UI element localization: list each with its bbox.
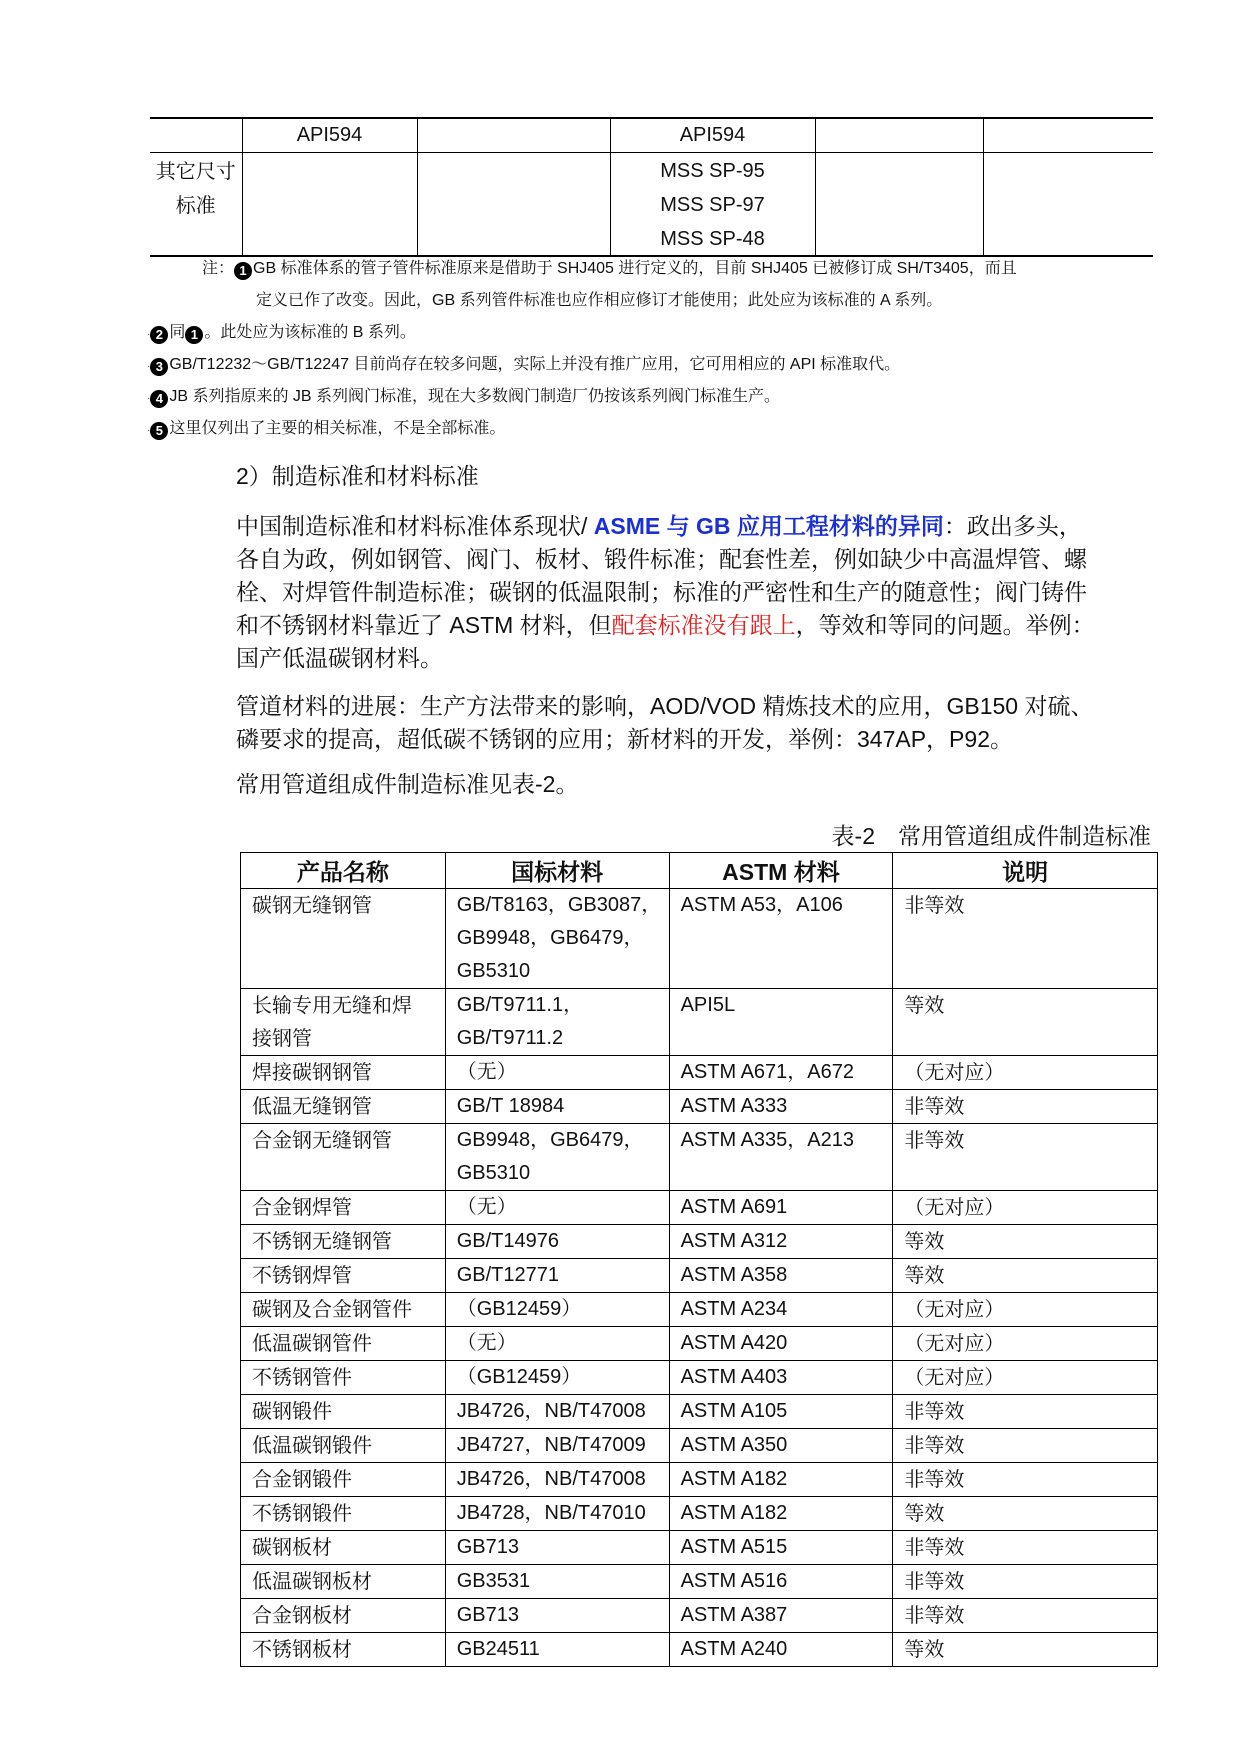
table-row (241, 1124, 1158, 1191)
table-row (150, 118, 1153, 153)
cell-line: GB5310 (456, 960, 531, 982)
cell-line: JB4726，NB/T47008 (456, 1468, 646, 1490)
cell-line: 不锈钢管件 (252, 1365, 352, 1389)
table-cell (445, 1090, 669, 1124)
cell-line: （无） (456, 1061, 517, 1083)
cell-line: ASTM A350 (680, 1434, 788, 1456)
cell-line: （无） (456, 1332, 517, 1354)
table-cell (445, 1599, 669, 1633)
table-cell (893, 1225, 1158, 1259)
table-cell (241, 1361, 446, 1395)
cell-line: 合金钢板材 (252, 1603, 352, 1627)
cell-line: ASTM A240 (680, 1638, 788, 1660)
table-cell (241, 1259, 446, 1293)
row-label-line: 标准 (175, 193, 216, 217)
cell-line: GB9948，GB6479， (456, 1129, 644, 1151)
table-caption: 表-2 常用管道组成件制造标准 (831, 823, 1151, 849)
table-cell (445, 1395, 669, 1429)
cell-line: 非等效 (904, 1128, 965, 1152)
table-row (241, 1565, 1158, 1599)
table-row (241, 1497, 1158, 1531)
table-cell (669, 1395, 893, 1429)
table-cell (669, 1633, 893, 1667)
table-cell (669, 1191, 893, 1225)
table-cell (893, 1293, 1158, 1327)
table-cell (893, 1361, 1158, 1395)
cell-line: 合金钢无缝钢管 (252, 1128, 392, 1152)
table-cell (815, 118, 983, 153)
cell-line: API5L (680, 994, 736, 1016)
paragraph-line (236, 609, 1095, 642)
cell-line: GB/T12771 (456, 1264, 560, 1286)
note-1 (202, 259, 1017, 280)
table-cell (669, 1090, 893, 1124)
table-cell (610, 153, 815, 257)
row-label-cell (150, 153, 242, 257)
table-cell (669, 889, 893, 989)
cell-line: （无对应） (904, 1331, 1005, 1355)
paragraph-line: 各自为政，例如钢管、阀门、板材、锻件标准；配套性差，例如缺少中高温焊管、螺 (236, 546, 1087, 572)
cell-line: ASTM A671，A672 (680, 1061, 855, 1083)
note-3 (147, 355, 900, 377)
cell-line: GB24511 (456, 1638, 540, 1660)
cell-line: 非等效 (904, 1603, 965, 1627)
table-cell (241, 1531, 446, 1565)
cell-line: 等效 (904, 993, 945, 1017)
table-cell (893, 1259, 1158, 1293)
cell-line: 低温碳钢锻件 (252, 1433, 372, 1457)
cell-line: 不锈钢焊管 (252, 1263, 352, 1287)
cell-line: GB9948，GB6479， (456, 927, 644, 949)
table-row (241, 1599, 1158, 1633)
cell-line: 不锈钢无缝钢管 (252, 1229, 392, 1253)
paragraph-text: ：政出多头， (943, 513, 1082, 539)
cell-line: ASTM A335，A213 (680, 1129, 855, 1151)
cell-line: 不锈钢板材 (252, 1637, 352, 1661)
table-cell: API594 (242, 118, 417, 153)
table-cell (669, 1361, 893, 1395)
table-cell (893, 1191, 1158, 1225)
table-row (241, 1327, 1158, 1361)
cell-line: 非等效 (904, 1433, 965, 1457)
cell-line: GB/T 18984 (456, 1095, 565, 1117)
cell-line: 低温碳钢管件 (252, 1331, 372, 1355)
note-number-badge: 1 (234, 262, 252, 280)
table-row (241, 1191, 1158, 1225)
table-cell (669, 1565, 893, 1599)
table-cell (669, 1327, 893, 1361)
section-heading: 2）制造标准和材料标准 (236, 463, 479, 489)
table-cell (983, 153, 1153, 257)
table-cell (241, 1429, 446, 1463)
row-label-line: 其它尺寸 (155, 159, 236, 183)
paragraph-line: 国产低温碳钢材料。 (236, 645, 443, 671)
cell-line: 非等效 (904, 1569, 965, 1593)
cell-line: （无对应） (904, 1365, 1005, 1389)
paragraph-line: 栓、对焊管件制造标准；碳钢的低温限制；标准的严密性和生产的随意性；阀门铸件 (236, 579, 1087, 605)
paragraph-line: 磷要求的提高，超低碳不锈钢的应用；新材料的开发，举例：347AP，P92。 (236, 726, 1013, 752)
column-header: 国标材料 (445, 853, 669, 889)
table-cell (669, 1293, 893, 1327)
table-cell (893, 1565, 1158, 1599)
table-cell (893, 1497, 1158, 1531)
cell-line: 等效 (904, 1501, 945, 1525)
table-cell (445, 1633, 669, 1667)
table-cell (669, 1463, 893, 1497)
cell-line: 等效 (904, 1229, 945, 1253)
table-row (241, 1633, 1158, 1667)
cell-line: JB4727，NB/T47009 (456, 1434, 646, 1456)
cell-line: GB/T9711.1， (456, 994, 584, 1016)
table-cell (241, 1565, 446, 1599)
paragraph-line: 管道材料的进展：生产方法带来的影响，AOD/VOD 精炼技术的应用，GB150 对硫、 (236, 693, 1094, 719)
table-cell (241, 1191, 446, 1225)
table-cell (893, 1599, 1158, 1633)
table-cell (241, 889, 446, 989)
table-cell (893, 889, 1158, 989)
cell-line: 等效 (904, 1637, 945, 1661)
paragraph-line (236, 510, 1095, 543)
cell-line: 非等效 (904, 1467, 965, 1491)
table-row (241, 1090, 1158, 1124)
table-cell (669, 1429, 893, 1463)
cell-line: 非等效 (904, 1094, 965, 1118)
table-row (241, 1056, 1158, 1090)
table-cell (445, 1259, 669, 1293)
cell-line: MSS SP-97 (660, 194, 765, 216)
cell-line: （GB12459） (456, 1298, 582, 1320)
column-header: 产品名称 (241, 853, 446, 889)
table-cell (241, 1090, 446, 1124)
table-cell (669, 1056, 893, 1090)
paragraph-material-progress (236, 690, 1093, 756)
table-cell (669, 1259, 893, 1293)
cell-line: 碳钢及合金钢管件 (252, 1297, 412, 1321)
table-row (241, 1395, 1158, 1429)
table-row (241, 889, 1158, 989)
cell-line: 接钢管 (252, 1026, 312, 1050)
table-cell (241, 1395, 446, 1429)
note-lead: 注： (202, 260, 235, 277)
table-cell (893, 1633, 1158, 1667)
cell-line: GB713 (456, 1604, 519, 1626)
table-cell (669, 1124, 893, 1191)
cell-line: ASTM A234 (680, 1298, 788, 1320)
table-cell (445, 989, 669, 1056)
cell-line: ASTM A182 (680, 1502, 788, 1524)
manufacturing-standards-table (240, 852, 1158, 1667)
table-cell (445, 1056, 669, 1090)
cell-line: （无对应） (904, 1195, 1005, 1219)
paragraph-text: 和不锈钢材料靠近了 ASTM 材料，但 (236, 612, 612, 638)
table-cell (417, 118, 610, 153)
cell-line: 合金钢锻件 (252, 1467, 352, 1491)
cell-line: ASTM A312 (680, 1230, 788, 1252)
note-number-badge: 2 (150, 326, 168, 344)
list-marker: · (147, 425, 151, 436)
cell-line: ASTM A182 (680, 1468, 788, 1490)
column-header: ASTM 材料 (669, 853, 893, 889)
table-row (241, 1225, 1158, 1259)
cell-line: GB5310 (456, 1162, 531, 1184)
cell-line: 等效 (904, 1263, 945, 1287)
table-cell (893, 1056, 1158, 1090)
cell-line: 非等效 (904, 1399, 965, 1423)
table-row (241, 1463, 1158, 1497)
table-cell (241, 1124, 446, 1191)
table-cell (445, 1191, 669, 1225)
cell-line: JB4726，NB/T47008 (456, 1400, 646, 1422)
note-2 (147, 323, 416, 345)
table-cell (445, 1293, 669, 1327)
table-cell (893, 1429, 1158, 1463)
table-cell (417, 153, 610, 257)
cell-line: ASTM A53，A106 (680, 894, 843, 916)
list-marker: · (147, 329, 151, 340)
note-1-continued: 定义已作了改变。因此，GB 系列管件标准也应作相应修订才能使用；此处应为该标准的 A 系列。 (256, 292, 943, 309)
table-cell (242, 153, 417, 257)
table-cell (445, 1565, 669, 1599)
note-text: 。此处应为该标准的 B 系列。 (204, 324, 416, 341)
cell-line: 碳钢板材 (252, 1535, 332, 1559)
standards-table-fragment (150, 117, 1153, 257)
table-cell (241, 1463, 446, 1497)
cell-line: MSS SP-48 (660, 228, 765, 250)
table-cell (241, 989, 446, 1056)
table-cell (669, 989, 893, 1056)
cell-line: （GB12459） (456, 1366, 582, 1388)
cell-line: GB/T9711.2 (456, 1027, 564, 1049)
cell-line: GB713 (456, 1536, 519, 1558)
table-cell (893, 1327, 1158, 1361)
cell-line: 长输专用无缝和焊 (252, 993, 412, 1017)
note-text: GB 标准体系的管子管件标准原来是借助于 SHJ405 进行定义的，目前 SHJ405 已被修订成 SH/T3405，而且 (253, 260, 1017, 277)
table-cell (893, 989, 1158, 1056)
table-row (241, 1259, 1158, 1293)
table-cell (669, 1531, 893, 1565)
table-cell (669, 1599, 893, 1633)
table-row (150, 153, 1153, 257)
table-row (241, 1429, 1158, 1463)
paragraph-text: 中国制造标准和材料标准体系现状/ (236, 513, 588, 539)
table-cell (983, 118, 1153, 153)
table-row (241, 1531, 1158, 1565)
table-cell (445, 1497, 669, 1531)
table-cell (150, 118, 242, 153)
cell-line: （无对应） (904, 1297, 1005, 1321)
cell-line: ASTM A387 (680, 1604, 788, 1626)
cell-line: ASTM A358 (680, 1264, 788, 1286)
cell-line: 低温碳钢板材 (252, 1569, 372, 1593)
table-cell (893, 1531, 1158, 1565)
cell-line: GB/T8163，GB3087， (456, 894, 662, 916)
cell-line: 非等效 (904, 893, 965, 917)
table-cell (445, 1225, 669, 1259)
note-text: 同 (169, 324, 186, 341)
cell-line: ASTM A420 (680, 1332, 788, 1354)
note-number-badge: 5 (150, 422, 168, 440)
cell-line: ASTM A691 (680, 1196, 788, 1218)
table-cell (241, 1327, 446, 1361)
cell-line: 合金钢焊管 (252, 1195, 352, 1219)
paragraph-table-reference: 常用管道组成件制造标准见表-2。 (236, 771, 579, 797)
table-cell (445, 1463, 669, 1497)
cell-line: （无） (456, 1196, 517, 1218)
table-cell (445, 1327, 669, 1361)
note-number-badge: 3 (150, 358, 168, 376)
table-cell (445, 1124, 669, 1191)
table-header-row (241, 853, 1158, 889)
table-cell (815, 153, 983, 257)
table-cell (445, 1361, 669, 1395)
cell-line: ASTM A403 (680, 1366, 788, 1388)
cell-line: GB/T14976 (456, 1230, 560, 1252)
note-text: 这里仅列出了主要的相关标准，不是全部标准。 (169, 420, 506, 437)
table-row (241, 1293, 1158, 1327)
table-cell (241, 1225, 446, 1259)
note-reference-badge: 1 (185, 326, 203, 344)
cell-line: MSS SP-95 (660, 160, 765, 182)
paragraph-text: ，等效和等同的问题。举例： (795, 612, 1095, 638)
column-header: 说明 (893, 853, 1158, 889)
list-marker: · (147, 361, 151, 372)
cell-line: ASTM A333 (680, 1095, 788, 1117)
note-4 (147, 387, 780, 409)
table-cell (241, 1599, 446, 1633)
cell-line: ASTM A516 (680, 1570, 788, 1592)
paragraph-standards-status (236, 510, 1095, 675)
table-cell (445, 889, 669, 989)
table-cell (669, 1497, 893, 1531)
highlight-red-text: 配套标准没有跟上 (611, 612, 796, 638)
cell-line: ASTM A105 (680, 1400, 788, 1422)
list-marker: · (147, 393, 151, 404)
table-row (241, 1361, 1158, 1395)
table-cell (445, 1429, 669, 1463)
table-cell (241, 1633, 446, 1667)
note-5 (147, 419, 505, 441)
table-cell (893, 1395, 1158, 1429)
table-cell (241, 1293, 446, 1327)
note-number-badge: 4 (150, 390, 168, 408)
cell-line: 不锈钢锻件 (252, 1501, 352, 1525)
table-cell (669, 1225, 893, 1259)
table-cell (893, 1124, 1158, 1191)
cell-line: JB4728，NB/T47010 (456, 1502, 646, 1524)
table-row (241, 989, 1158, 1056)
table-cell (893, 1463, 1158, 1497)
table-cell (445, 1531, 669, 1565)
cell-line: 低温无缝钢管 (252, 1094, 372, 1118)
cell-line: GB3531 (456, 1570, 531, 1592)
cell-line: 非等效 (904, 1535, 965, 1559)
table-cell: API594 (610, 118, 815, 153)
cell-line: ASTM A515 (680, 1536, 788, 1558)
table-cell (241, 1497, 446, 1531)
cell-line: 碳钢锻件 (252, 1399, 332, 1423)
table-cell (893, 1090, 1158, 1124)
cell-line: 碳钢无缝钢管 (252, 893, 372, 917)
note-text: JB 系列指原来的 JB 系列阀门标准，现在大多数阀门制造厂仍按该系列阀门标准生产。 (169, 388, 781, 405)
highlight-blue-text: ASME 与 GB 应用工程材料的异同 (587, 513, 944, 539)
cell-line: 焊接碳钢钢管 (252, 1060, 372, 1084)
table-cell (241, 1056, 446, 1090)
cell-line: （无对应） (904, 1060, 1005, 1084)
note-text: GB/T12232～GB/T12247 目前尚存在较多问题，实际上并没有推广应用，它可用相应的 API 标准取代。 (169, 356, 901, 373)
